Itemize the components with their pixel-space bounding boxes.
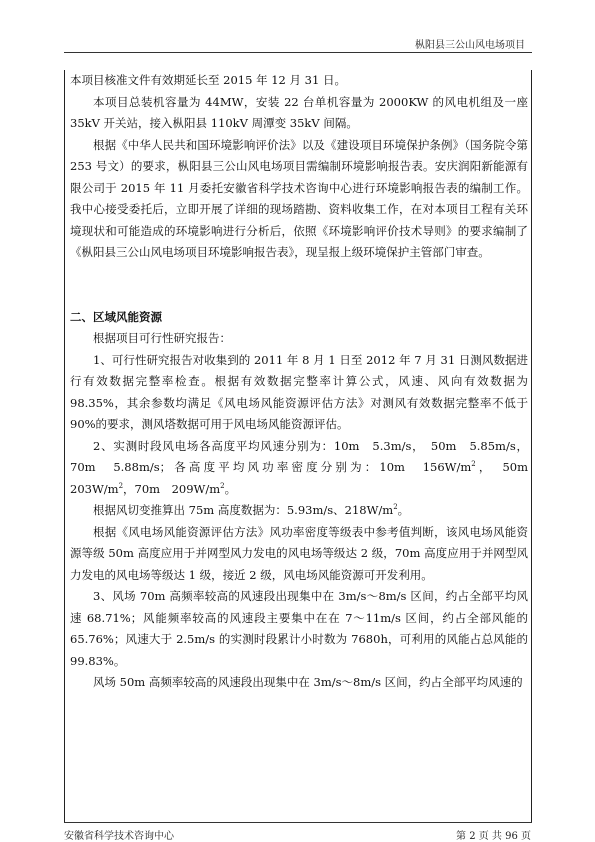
paragraph-validity: 本项目核准文件有效期延长至 2015 年 12 月 31 日。 [70,73,346,87]
paragraph-70m-distribution: 3、风场 70m 高频率较高的风速段出现集中在 3m/s～8m/s 区间，约占全部平均风速 68.71%；风能频率较高的风速段主要集中在在 7～11m/s 区间，约占全部风能的 65.76%；风速大于 2.5m/s 的实测时段累计小时数为 7680h，可利用的风能占总风能的 99.83%。 [70,589,528,668]
paragraph-data-integrity: 1、可行性研究报告对收集到的 2011 年 8 月 1 日至 2012 年 7 月 31 日测风数据进行有效数据完整率检查。根据有效数据完整率计算公式，风速、风向有效数据为 98.35%，其余参数均满足《风电场风能资源评估方法》对测风有效数据完整率不低于 90%的要求，测风塔数据可用于风电场风能资源评估。 [70,352,528,431]
document-body [70,70,540,694]
wind-speed-text-c: ，70m 209W/m [123,481,221,496]
paragraph-capacity: 本项目总装机容量为 44MW，安装 22 台单机容量为 2000KW 的风电机组及一座 35kV 开关站，接入枞阳县 110kV 周潭变 35kV 间隔。 [70,94,528,130]
wind-speed-text-d: 。 [224,481,237,496]
superscript-2: 2 [393,503,398,512]
footer-organization: 安徽省科学技术咨询中心 [64,831,174,842]
footer-rule [64,822,532,823]
paragraph-wind-shear [70,500,528,522]
superscript-2: 2 [471,460,476,469]
wind-speed-text-a: 2、实测时段风电场各高度平均风速分别为：10m 5.3m/s， 50m 5.85m/s，70m 5.88m/s；各高度平均风功率密度分别为：10m 156W/m [70,438,528,474]
wind-shear-text-b: 。 [397,503,410,517]
footer-page-number: 第 2 页 共 96 页 [456,831,531,842]
paragraph-resource-grade: 根据《风电场风能资源评估方法》风功率密度等级表中参考值判断，该风电场风能资源等级 50m 高度应用于并网型风力发电的风电场等级达 2 级，70m 高度应用于并网型风力发电的风电场等级达 1 级，接近 2 级，风电场风能资源可开发利用。 [70,524,528,582]
header-rule [64,52,532,53]
section-heading: 二、区域风能资源 [70,309,162,324]
superscript-2: 2 [118,481,124,490]
page-header-title: 枞阳县三公山风电场项目 [415,40,525,51]
paragraph-feasibility-intro: 根据项目可行性研究报告： [93,331,231,345]
paragraph-50m-distribution: 风场 50m 高频率较高的风速段出现集中在 3m/s～8m/s 区间，约占全部平均风速的 [93,675,523,689]
wind-shear-text-a: 根据风切变推算出 75m 高度数据为：5.93m/s、218W/m [93,503,394,517]
paragraph-wind-speed [70,436,540,501]
paragraph-eia-basis: 根据《中华人民共和国环境影响评价法》以及《建设项目环境保护条例》（国务院令第 253 号文）的要求，枞阳县三公山风电场项目需编制环境影响报告表。安庆润阳新能源有限公司于 2015 年 11 月委托安徽省科学技术咨询中心进行环境影响报告表的编制工作。我中心接受委托后，立即开展了详细的现场踏勘、资料收集工作，在对本项目工程有关环境现状和可能造成的环境影响进行分析后，依照《环境影响评价技术导则》的要求编制了《枞阳县三公山风电场项目环境影响报告表》，现呈报上级环境保护主管部门审查。 [70,137,528,259]
wind-speed-text-b: ， 50m 203W/m [70,460,540,496]
superscript-2: 2 [220,481,225,490]
blank-space [70,264,528,307]
